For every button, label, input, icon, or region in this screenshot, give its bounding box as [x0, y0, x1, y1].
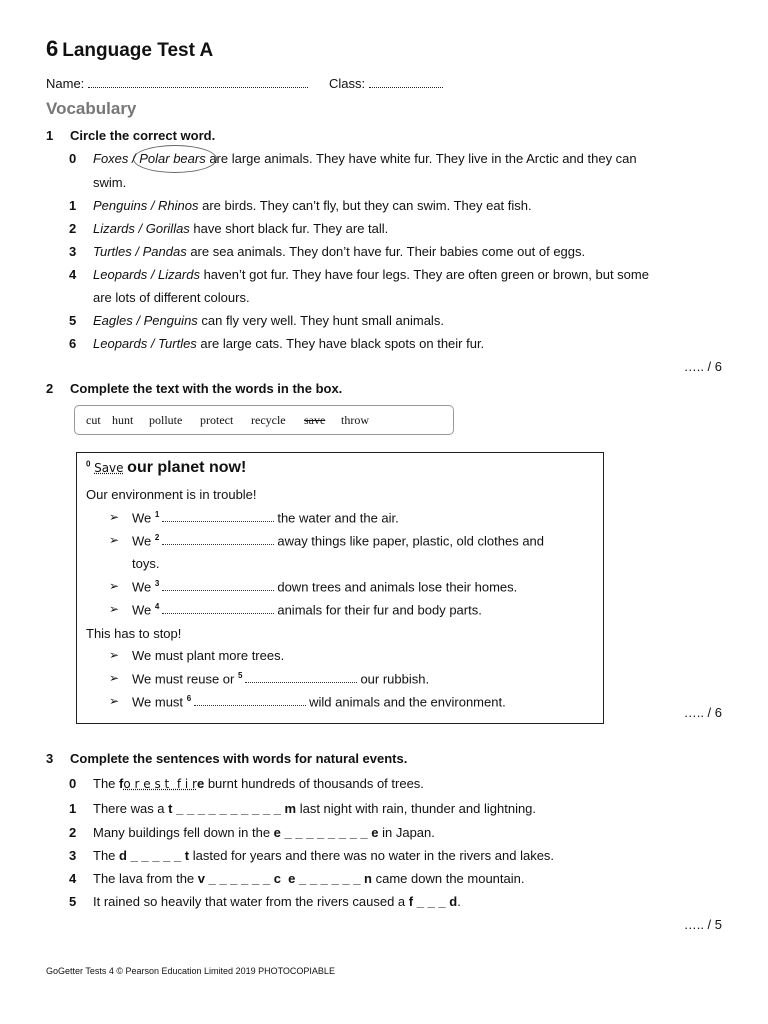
arrow-bullet-icon: ➢	[109, 579, 120, 593]
answer-blank[interactable]	[194, 695, 306, 706]
text-heading: $^0$ Save our planet now!	[86, 459, 247, 476]
example-answer: Save	[94, 461, 124, 475]
arrow-bullet-icon: ➢	[109, 671, 120, 685]
word-option: protect	[200, 413, 234, 427]
q1-item-cont: swim.	[93, 175, 127, 190]
unit-number: 6	[46, 36, 59, 61]
answer-blank[interactable]	[245, 672, 357, 683]
arrow-bullet-icon: ➢	[109, 602, 120, 616]
arrow-bullet-icon: ➢	[109, 694, 120, 708]
word-option: cut	[86, 413, 101, 427]
answer-blank[interactable]	[162, 534, 274, 545]
arrow-bullet-icon: ➢	[109, 510, 120, 524]
text-intro: Our environment is in trouble!	[86, 487, 257, 502]
title-text: Language Test A	[62, 40, 214, 61]
q1-score: ….. / 6	[683, 359, 722, 374]
arrow-bullet-icon: ➢	[109, 533, 120, 547]
word-box	[74, 405, 454, 435]
word-option-used: save	[304, 413, 326, 427]
q3-heading: 3 Complete the sentences with words for natural events.	[46, 751, 408, 766]
answer-blank[interactable]	[162, 511, 274, 522]
q1-heading: 1 Circle the correct word.	[46, 128, 216, 143]
word-option: pollute	[149, 413, 183, 427]
word-option: throw	[341, 413, 369, 427]
q1-item-cont: are lots of different colours.	[93, 290, 250, 305]
name-field[interactable]: Name:	[46, 76, 308, 91]
footer: GoGetter Tests 4 © Pearson Education Limited 2019 PHOTOCOPIABLE	[46, 966, 335, 976]
text-stop: This has to stop!	[86, 626, 182, 641]
q3-score: ….. / 5	[683, 917, 722, 932]
section-heading: Vocabulary	[46, 99, 137, 118]
text-line-cont: toys.	[132, 556, 160, 571]
answer-blank[interactable]	[162, 603, 274, 614]
word-option: recycle	[251, 413, 286, 427]
q2-score: ….. / 6	[683, 705, 722, 720]
answer-blank[interactable]	[162, 580, 274, 591]
q2-heading: 2 Complete the text with the words in the box.	[46, 381, 343, 396]
example-answer: o r e s t f i r	[123, 777, 197, 791]
class-field[interactable]: Class:	[329, 76, 443, 91]
arrow-bullet-icon: ➢	[109, 648, 120, 662]
page-title	[46, 36, 213, 62]
word-option: hunt	[112, 413, 134, 427]
